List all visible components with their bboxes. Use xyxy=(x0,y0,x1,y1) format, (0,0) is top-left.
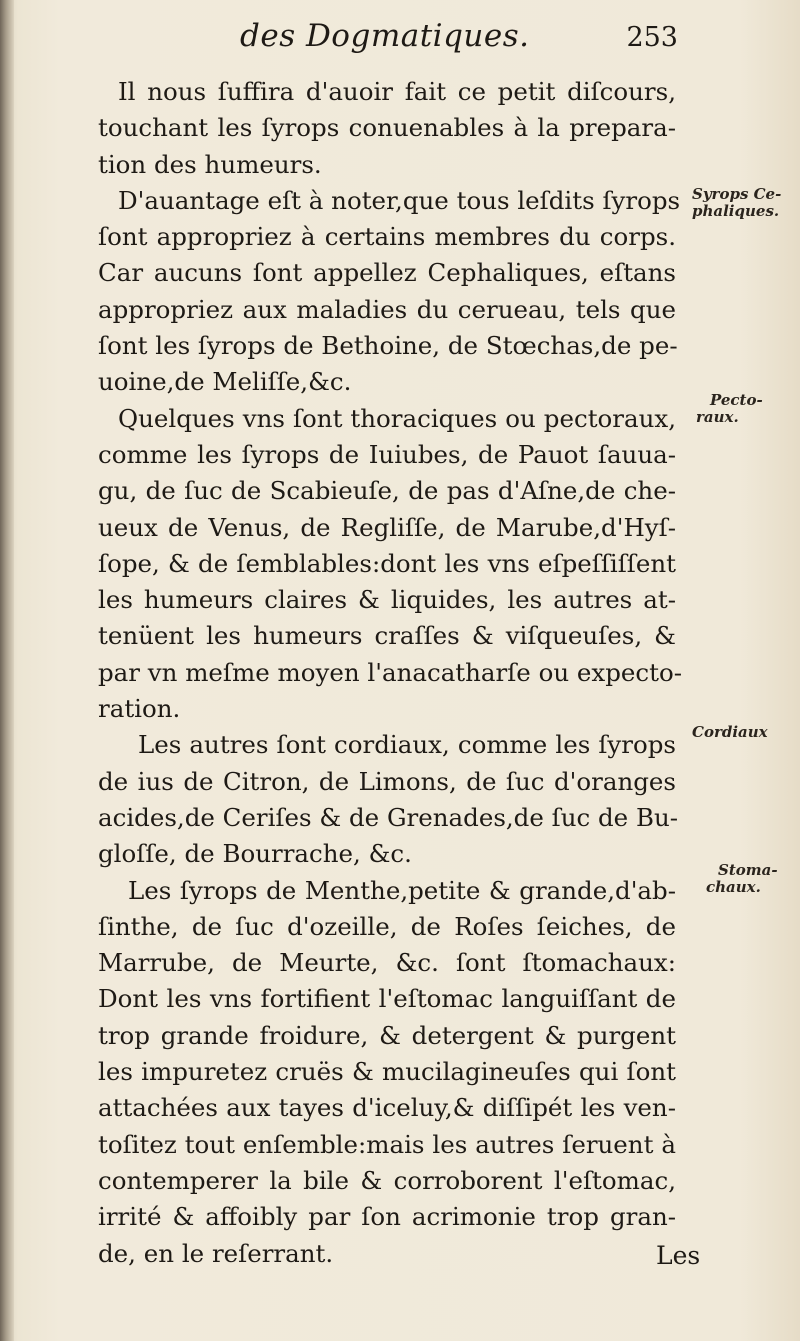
margin-note-cephaliques xyxy=(692,186,796,220)
text-line: Car aucuns ſont appellez Cephaliques, eſtans xyxy=(98,258,676,288)
margin-note-pectoraux xyxy=(696,391,800,426)
text-line: les impuretez cruës & mucilagineuſes qui ſont xyxy=(98,1057,676,1087)
page-number: 253 xyxy=(626,22,678,53)
text-line: ration. xyxy=(98,694,181,724)
text-line: de, en le reſerrant. xyxy=(98,1238,334,1268)
margin-note-line: phaliques. xyxy=(692,202,780,220)
text-line: Quelques vns ſont thoraciques ou pectoraux, xyxy=(118,403,676,433)
margin-note-line: Syrops Ce- xyxy=(692,185,782,203)
text-line: Marrube, de Meurte, &c. ſont ſtomachaux: xyxy=(98,948,676,978)
margin-note-line: raux. xyxy=(696,408,739,426)
text-line: Les autres ſont cordiaux, comme les ſyrops xyxy=(138,730,676,760)
text-line: touchant les ſyrops conuenables à la prepara- xyxy=(98,113,676,143)
text-line: Il nous ſuffira d'auoir fait ce petit diſcours, xyxy=(118,77,676,106)
text-line: uoine,de Meliſſe,&c. xyxy=(98,367,352,397)
text-line: de ius de Citron, de Limons, de ſuc d'oranges xyxy=(98,766,676,796)
text-line: irrité & affoibly par ſon acrimonie trop gran- xyxy=(98,1202,676,1232)
text-line: les humeurs claires & liquides, les autres at- xyxy=(98,585,676,615)
margin-note-line: Cordiaux xyxy=(692,723,768,741)
text-line: contemperer la bile & corroborent l'eſtomac, xyxy=(98,1165,676,1195)
text-line: tenüent les humeurs craſſes & viſqueuſes, & xyxy=(98,621,676,651)
body-text xyxy=(98,74,683,1272)
text-line: ueux de Venus, de Regliſſe, de Marube,d'Hyſ- xyxy=(98,512,676,542)
text-line: Dont les vns fortifient l'eſtomac languiſſant de xyxy=(98,984,676,1014)
text-line: ſope, & de ſemblables:dont les vns eſpeſſiſſent xyxy=(98,548,676,578)
margin-note-line: chaux. xyxy=(706,878,761,896)
running-head xyxy=(230,14,690,64)
text-line: D'auantage eſt à noter,que tous leſdits ſyrops xyxy=(118,185,681,215)
text-line: ſont les ſyrops de Bethoine, de Stœchas,de pe- xyxy=(98,331,678,361)
text-line: gloſſe, de Bourrache, &c. xyxy=(98,839,412,869)
text-line: comme les ſyrops de Iuiubes, de Pauot ſauua- xyxy=(98,439,676,469)
text-line: appropriez aux maladies du cerueau, tels que xyxy=(98,294,676,324)
margin-note-line: Pecto- xyxy=(710,391,763,409)
binding-gutter xyxy=(0,0,14,1341)
text-line: Les ſyrops de Menthe,petite & grande,d'ab- xyxy=(128,875,676,905)
text-line: par vn meſme moyen l'anacatharſe ou expecto- xyxy=(98,657,683,687)
text-line: attachées aux tayes d'iceluy,& diſſipét les ven- xyxy=(98,1093,676,1123)
text-line: ſont appropriez à certains membres du corps. xyxy=(98,222,676,252)
text-line: toſitez tout enſemble:mais les autres ſeruent à xyxy=(98,1129,676,1159)
text-line: ſinthe, de ſuc d'ozeille, de Roſes ſeiches, de xyxy=(98,911,676,941)
text-line: gu, de ſuc de Scabieuſe, de pas d'Aſne,de che- xyxy=(98,476,676,506)
text-line: tion des humeurs. xyxy=(98,149,322,179)
margin-note-cordiaux xyxy=(692,724,796,741)
margin-note-stomachaux xyxy=(706,861,800,896)
catchword: Les xyxy=(656,1241,701,1270)
margin-note-line: Stoma- xyxy=(718,861,778,879)
running-title: des Dogmatiques. xyxy=(240,18,530,54)
text-line: acides,de Ceriſes & de Grenades,de ſuc de Bu- xyxy=(98,802,679,832)
text-line: trop grande froidure, & detergent & purgent xyxy=(98,1020,676,1050)
